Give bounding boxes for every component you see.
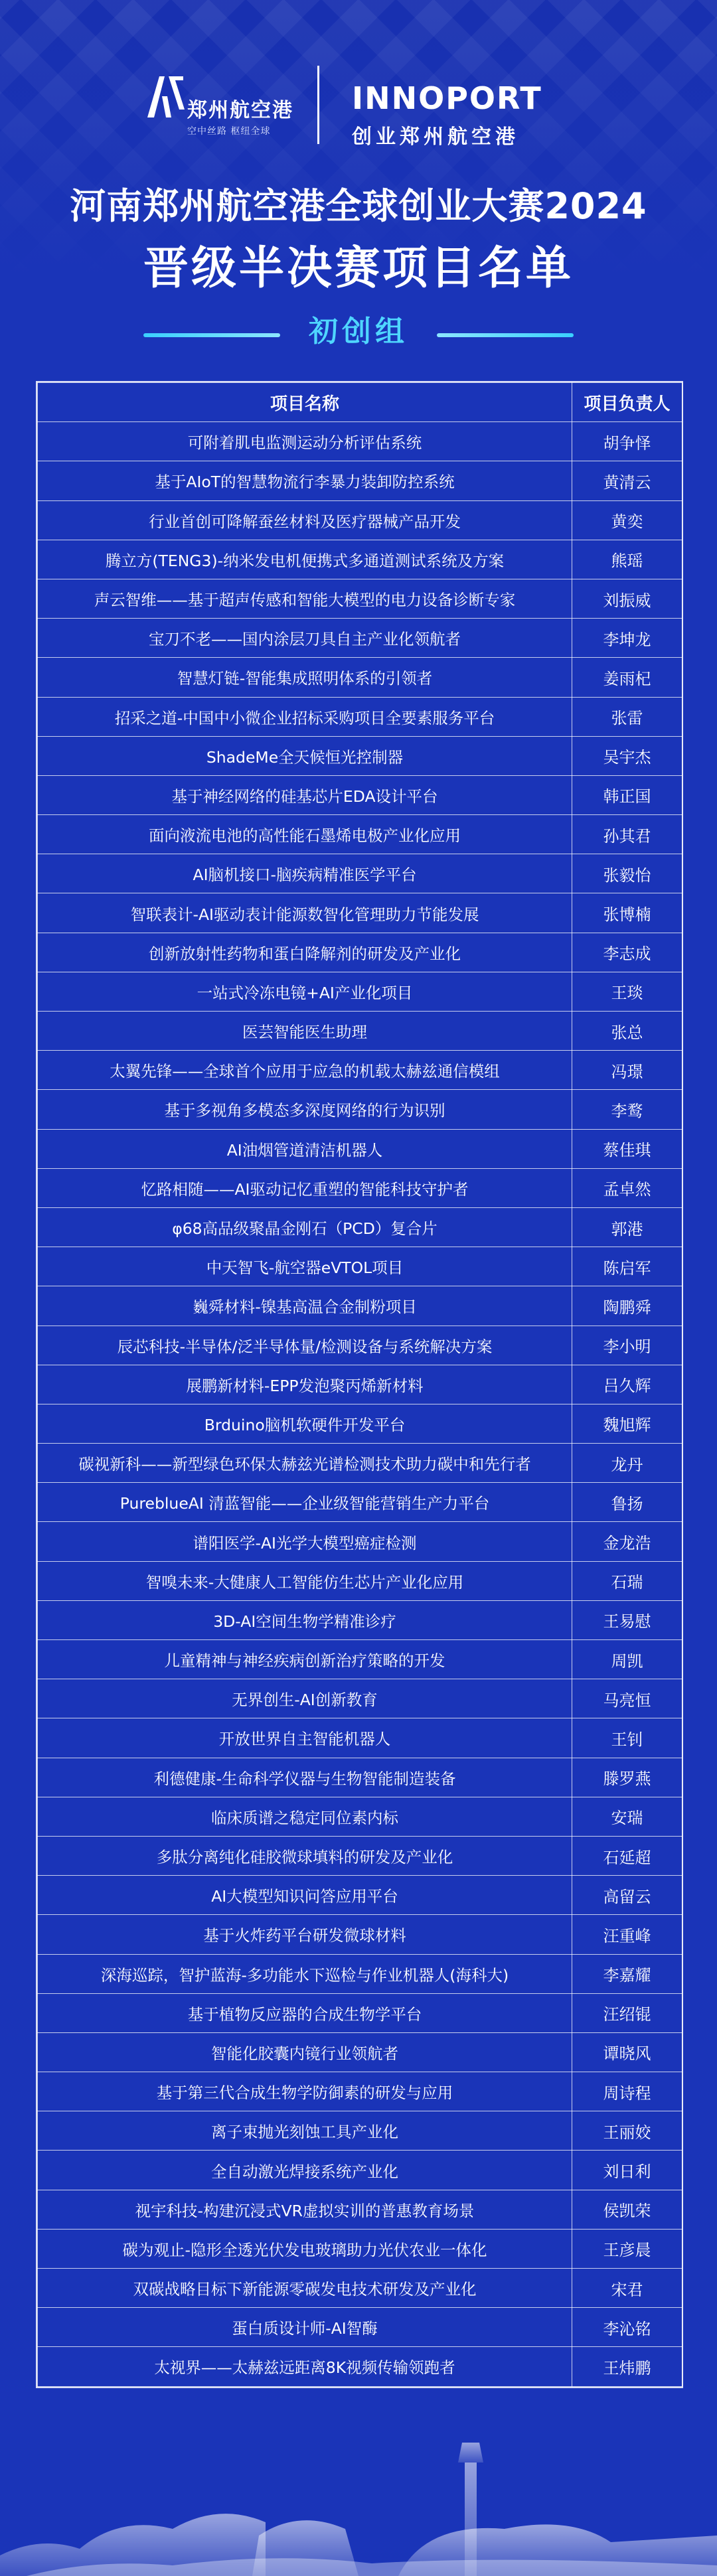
table-row	[38, 1129, 682, 1168]
project-owner-cell: 郭港	[572, 1207, 682, 1247]
project-name-cell: 基于神经网络的硅基芯片EDA设计平台	[38, 775, 572, 814]
project-name-cell: Brduino脑机软硬件开发平台	[38, 1404, 572, 1443]
project-name-cell: 离子束抛光刻蚀工具产业化	[38, 2111, 572, 2151]
innoport-subtitle: 创业郑州航空港	[352, 125, 519, 149]
project-owner-cell: 李鹜	[572, 1090, 682, 1129]
table-row	[38, 1404, 682, 1443]
table-row	[38, 815, 682, 854]
table-row	[38, 854, 682, 893]
project-name-cell: 3D-AI空间生物学精准诊疗	[38, 1600, 572, 1639]
project-owner-cell: 张博楠	[572, 893, 682, 933]
project-name-cell: 智能化胶囊内镜行业领航者	[38, 2032, 572, 2072]
table-row	[38, 736, 682, 775]
skyline-illustration	[0, 2423, 717, 2576]
table-row	[38, 2190, 682, 2229]
project-owner-cell: 汪重峰	[572, 1915, 682, 1954]
project-owner-cell: 陈启军	[572, 1247, 682, 1286]
table-row	[38, 2151, 682, 2190]
project-owner-cell: 黄奕	[572, 500, 682, 540]
project-owner-cell: 王琰	[572, 972, 682, 1011]
project-name-cell: 蛋白质设计师-AI智酶	[38, 2308, 572, 2347]
table-row	[38, 1876, 682, 1915]
project-owner-cell: 李坤龙	[572, 619, 682, 658]
project-name-cell: ShadeMe全天候恒光控制器	[38, 736, 572, 775]
project-name-cell: 儿童精神与神经疾病创新治疗策略的开发	[38, 1640, 572, 1679]
group-heading	[0, 312, 717, 352]
project-owner-cell: 石延超	[572, 1836, 682, 1875]
project-name-cell: 智慧灯链-智能集成照明体系的引领者	[38, 658, 572, 697]
project-name-cell: 智嗅未来-大健康人工智能仿生芯片产业化应用	[38, 1561, 572, 1600]
project-owner-cell: 王易慰	[572, 1600, 682, 1639]
innoport-logo	[352, 80, 571, 149]
table-row	[38, 2072, 682, 2111]
project-name-cell: 临床质谱之稳定同位素内标	[38, 1797, 572, 1836]
project-name-cell: 多肽分离纯化硅胶微球填料的研发及产业化	[38, 1836, 572, 1875]
zhengzhou-airport-logo	[145, 70, 304, 143]
project-name-cell: 基于第三代合成生物学防御素的研发与应用	[38, 2072, 572, 2111]
group-line-left	[143, 333, 280, 337]
project-owner-cell: 姜雨杞	[572, 658, 682, 697]
table-row	[38, 1247, 682, 1286]
project-name-cell: 全自动激光焊接系统产业化	[38, 2151, 572, 2190]
table-row	[38, 1483, 682, 1522]
project-owner-cell: 鲁扬	[572, 1483, 682, 1522]
project-owner-cell: 宋君	[572, 2269, 682, 2308]
table-row	[38, 2229, 682, 2268]
table-row	[38, 2347, 682, 2386]
table-row	[38, 697, 682, 736]
project-owner-cell: 石瑞	[572, 1561, 682, 1600]
project-owner-cell: 金龙浩	[572, 1522, 682, 1561]
column-header-project: 项目名称	[38, 383, 572, 422]
project-owner-cell: 汪绍锟	[572, 1993, 682, 2032]
table-row	[38, 1600, 682, 1639]
project-owner-cell: 高留云	[572, 1876, 682, 1915]
project-owner-cell: 陶鹏舜	[572, 1286, 682, 1326]
project-owner-cell: 王丽姣	[572, 2111, 682, 2151]
logo-left-cn: 郑州航空港	[187, 99, 293, 122]
project-owner-cell: 滕罗燕	[572, 1758, 682, 1797]
table-row	[38, 775, 682, 814]
table-body	[38, 422, 682, 2386]
table-row	[38, 1640, 682, 1679]
project-name-cell: 中天智飞-航空器eVTOL项目	[38, 1247, 572, 1286]
table-row	[38, 1051, 682, 1090]
logo-bar	[0, 63, 717, 149]
table-row	[38, 1718, 682, 1758]
project-name-cell: 无界创生-AI创新教育	[38, 1679, 572, 1718]
project-owner-cell: 刘日利	[572, 2151, 682, 2190]
project-name-cell: φ68高品级聚晶金刚石（PCD）复合片	[38, 1207, 572, 1247]
table-row	[38, 2269, 682, 2308]
project-name-cell: 利德健康-生命科学仪器与生物智能制造装备	[38, 1758, 572, 1797]
project-owner-cell: 王钊	[572, 1718, 682, 1758]
project-owner-cell: 韩正国	[572, 775, 682, 814]
table-header-row	[38, 383, 682, 422]
group-label: 初创组	[309, 315, 408, 348]
project-owner-cell: 孙其君	[572, 815, 682, 854]
table-row	[38, 1993, 682, 2032]
table-row	[38, 1915, 682, 1954]
project-owner-cell: 吴宇杰	[572, 736, 682, 775]
project-name-cell: 基于火炸药平台研发微球材料	[38, 1915, 572, 1954]
table-row	[38, 2032, 682, 2072]
project-owner-cell: 刘振威	[572, 579, 682, 618]
logo-divider	[317, 66, 319, 144]
project-name-cell: 宝刀不老——国内涂层刀具自主产业化领航者	[38, 619, 572, 658]
project-name-cell: 可附着肌电监测运动分析评估系统	[38, 422, 572, 461]
project-name-cell: 太翼先锋——全球首个应用于应急的机载太赫兹通信模组	[38, 1051, 572, 1090]
project-name-cell: 谱阳医学-AI光学大模型癌症检测	[38, 1522, 572, 1561]
table-row	[38, 579, 682, 618]
table-row	[38, 1836, 682, 1875]
table-row	[38, 422, 682, 461]
table-row	[38, 2111, 682, 2151]
table-row	[38, 972, 682, 1011]
project-name-cell: 智联表计-AI驱动表计能源数智化管理助力节能发展	[38, 893, 572, 933]
project-name-cell: 声云智维——基于超声传感和智能大模型的电力设备诊断专家	[38, 579, 572, 618]
project-name-cell: 太视界——太赫兹远距离8K视频传输领跑者	[38, 2347, 572, 2386]
project-owner-cell: 侯凯荣	[572, 2190, 682, 2229]
project-name-cell: 双碳战略目标下新能源零碳发电技术研发及产业化	[38, 2269, 572, 2308]
project-owner-cell: 谭晓风	[572, 2032, 682, 2072]
project-owner-cell: 魏旭辉	[572, 1404, 682, 1443]
project-name-cell: 腾立方(TENG3)-纳米发电机便携式多通道测试系统及方案	[38, 540, 572, 579]
project-owner-cell: 胡争怿	[572, 422, 682, 461]
project-name-cell: 基于AIoT的智慧物流行李暴力装卸防控系统	[38, 461, 572, 500]
table-row	[38, 1090, 682, 1129]
project-name-cell: AI脑机接口-脑疾病精准医学平台	[38, 854, 572, 893]
page-subtitle: 晋级半决赛项目名单	[143, 242, 574, 295]
project-name-cell: 行业首创可降解蚕丝材料及医疗器械产品开发	[38, 500, 572, 540]
project-name-cell: 一站式冷冻电镜+AI产业化项目	[38, 972, 572, 1011]
project-name-cell: 创新放射性药物和蛋白降解剂的研发及产业化	[38, 933, 572, 972]
table-row	[38, 1326, 682, 1365]
project-table	[36, 381, 683, 2388]
project-owner-cell: 熊瑶	[572, 540, 682, 579]
project-name-cell: 巍舜材料-镍基高温合金制粉项目	[38, 1286, 572, 1326]
page-title: 河南郑州航空港全球创业大赛2024	[70, 185, 647, 227]
project-name-cell: 基于多视角多模态多深度网络的行为识别	[38, 1090, 572, 1129]
table-row	[38, 1012, 682, 1051]
project-owner-cell: 周凯	[572, 1640, 682, 1679]
project-name-cell: 面向液流电池的高性能石墨烯电极产业化应用	[38, 815, 572, 854]
table-row	[38, 1797, 682, 1836]
innoport-wordmark: INNOPORT	[352, 80, 542, 116]
table-row	[38, 1522, 682, 1561]
project-name-cell: PureblueAI 清蓝智能——企业级智能营销生产力平台	[38, 1483, 572, 1522]
project-name-cell: 深海巡踪，智护蓝海-多功能水下巡检与作业机器人(海科大)	[38, 1954, 572, 1993]
project-name-cell: 招采之道-中国中小微企业招标采购项目全要素服务平台	[38, 697, 572, 736]
project-name-cell: 辰芯科技-半导体/泛半导体量/检测设备与系统解决方案	[38, 1326, 572, 1365]
project-name-cell: 开放世界自主智能机器人	[38, 1718, 572, 1758]
table-row	[38, 658, 682, 697]
project-owner-cell: 蔡佳琪	[572, 1129, 682, 1168]
project-owner-cell: 张雷	[572, 697, 682, 736]
group-line-right	[437, 333, 574, 337]
table-row	[38, 1679, 682, 1718]
project-name-cell: 医芸智能医生助理	[38, 1012, 572, 1051]
project-owner-cell: 张总	[572, 1012, 682, 1051]
project-name-cell: 展鹏新材料-EPP发泡聚丙烯新材料	[38, 1365, 572, 1404]
project-owner-cell: 冯璟	[572, 1051, 682, 1090]
table-row	[38, 461, 682, 500]
project-owner-cell: 马亮恒	[572, 1679, 682, 1718]
project-owner-cell: 张毅怡	[572, 854, 682, 893]
project-owner-cell: 安瑞	[572, 1797, 682, 1836]
project-owner-cell: 周诗程	[572, 2072, 682, 2111]
project-name-cell: 碳为观止-隐形全透光伏发电玻璃助力光伏农业一体化	[38, 2229, 572, 2268]
project-owner-cell: 李嘉耀	[572, 1954, 682, 1993]
table-row	[38, 500, 682, 540]
av-logo-icon	[145, 70, 186, 123]
table-row	[38, 1444, 682, 1483]
table-row	[38, 2308, 682, 2347]
project-owner-cell: 王彦晨	[572, 2229, 682, 2268]
project-owner-cell: 王炜鹏	[572, 2347, 682, 2386]
project-owner-cell: 李沁铭	[572, 2308, 682, 2347]
logo-left-sub: 空中丝路 枢纽全球	[187, 126, 271, 137]
project-owner-cell: 李小明	[572, 1326, 682, 1365]
table-row	[38, 1365, 682, 1404]
project-owner-cell: 黄清云	[572, 461, 682, 500]
project-name-cell: 忆路相随——AI驱动记忆重塑的智能科技守护者	[38, 1168, 572, 1207]
table-row	[38, 1168, 682, 1207]
table-row	[38, 1561, 682, 1600]
project-name-cell: 视宇科技-构建沉浸式VR虚拟实训的普惠教育场景	[38, 2190, 572, 2229]
table-row	[38, 893, 682, 933]
table-row	[38, 933, 682, 972]
project-name-cell: 基于植物反应器的合成生物学平台	[38, 1993, 572, 2032]
project-name-cell: AI油烟管道清洁机器人	[38, 1129, 572, 1168]
project-name-cell: 碳视新科——新型绿色环保太赫兹光谱检测技术助力碳中和先行者	[38, 1444, 572, 1483]
table-row	[38, 1286, 682, 1326]
project-owner-cell: 吕久辉	[572, 1365, 682, 1404]
project-owner-cell: 李志成	[572, 933, 682, 972]
table-row	[38, 1954, 682, 1993]
project-name-cell: AI大模型知识问答应用平台	[38, 1876, 572, 1915]
project-owner-cell: 龙丹	[572, 1444, 682, 1483]
table-row	[38, 1207, 682, 1247]
table-row	[38, 540, 682, 579]
table-row	[38, 619, 682, 658]
table-row	[38, 1758, 682, 1797]
project-owner-cell: 孟卓然	[572, 1168, 682, 1207]
column-header-owner: 项目负责人	[572, 383, 682, 422]
